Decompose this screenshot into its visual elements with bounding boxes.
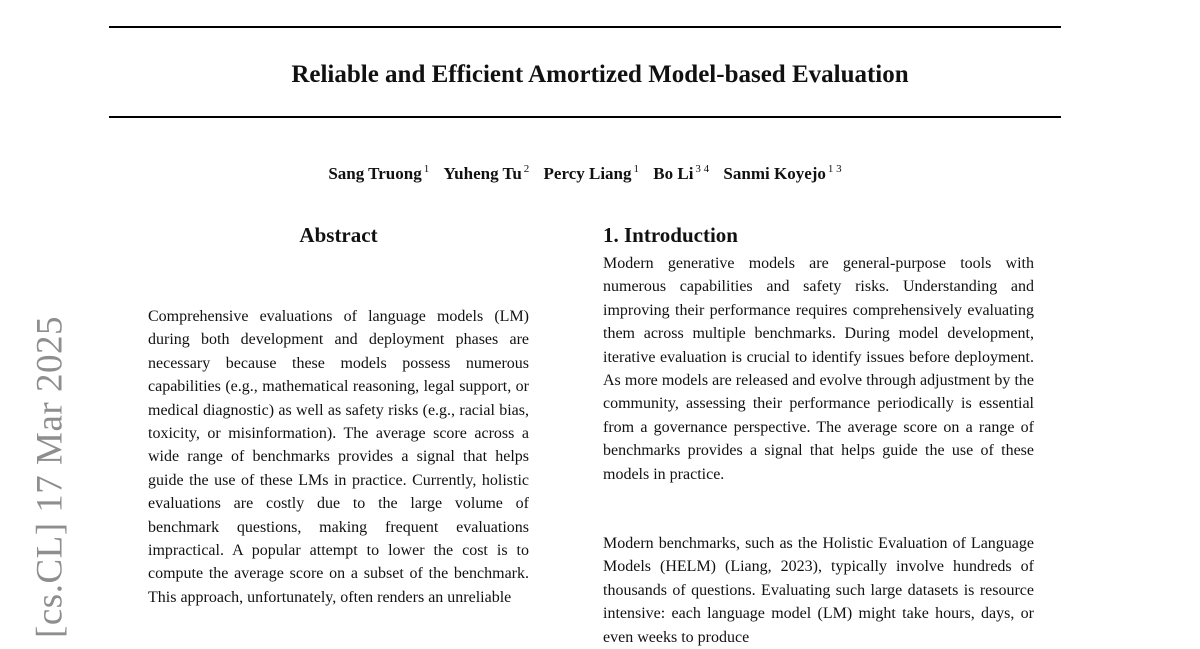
- title-rule-bottom: [109, 116, 1061, 118]
- author-name: Sang Truong: [328, 164, 422, 183]
- author-name: Sanmi Koyejo: [723, 164, 826, 183]
- introduction-heading: 1. Introduction: [603, 223, 738, 247]
- author: [653, 164, 709, 183]
- abstract-heading: Abstract: [299, 223, 378, 247]
- author-name: Percy Liang: [543, 164, 632, 183]
- author: [328, 164, 429, 183]
- introduction-paragraph: Modern generative models are general-purpose tools with numerous capabilities and safety risks. Understanding and improving their performance requires comprehensively evaluating them across multiple benchmarks. During model development, iterative evaluation is crucial to identify issues before deployment. As more models are released and evolve through adjustment by the community, assessing their performance periodically is essential from a governance perspective. The average score on a range of benchmarks provides a signal that helps guide the use of these models in practice.: [603, 255, 1034, 483]
- author-affiliation: 1: [633, 163, 640, 175]
- paper-title: Reliable and Efficient Amortized Model-based Evaluation: [291, 61, 909, 88]
- author-affiliation: 3 4: [695, 163, 710, 175]
- arxiv-stamp-text: [cs.CL] 17 Mar 2025: [29, 316, 71, 638]
- author: [544, 164, 639, 183]
- author-name: Bo Li: [653, 164, 694, 183]
- author-affiliation: 2: [523, 163, 530, 175]
- abstract-body: Comprehensive evaluations of language models (LM) during both development and deployment phases are necessary because these models possess numerous capabilities (e.g., mathematical reasoning, legal support, or medical diagnostic) as well as safety risks (e.g., racial bias, toxicity, or misinformation). The average score across a wide range of benchmarks provides a signal that helps guide the use of these LMs in practice. Currently, holistic evaluations are costly due to the large volume of benchmark questions, making frequent evaluations impractical. A popular attempt to lower the cost is to compute the average score on a subset of the benchmark. This approach, unfortunately, often renders an unreliable: [148, 308, 529, 606]
- author-list: [0, 157, 1170, 186]
- author-affiliation: 1: [423, 163, 430, 175]
- author: [443, 164, 529, 183]
- author-affiliation: 1 3: [827, 163, 842, 175]
- author: [723, 164, 841, 183]
- title-rule-top: [109, 26, 1061, 28]
- introduction-paragraph: Modern benchmarks, such as the Holistic Evaluation of Language Models (HELM) (Liang, 2023), typically involve hundreds of thousands of questions. Evaluating such large datasets is resource intensive: each language model (LM) might take hours, days, or even weeks to produce: [603, 535, 1034, 646]
- author-name: Yuheng Tu: [443, 164, 522, 183]
